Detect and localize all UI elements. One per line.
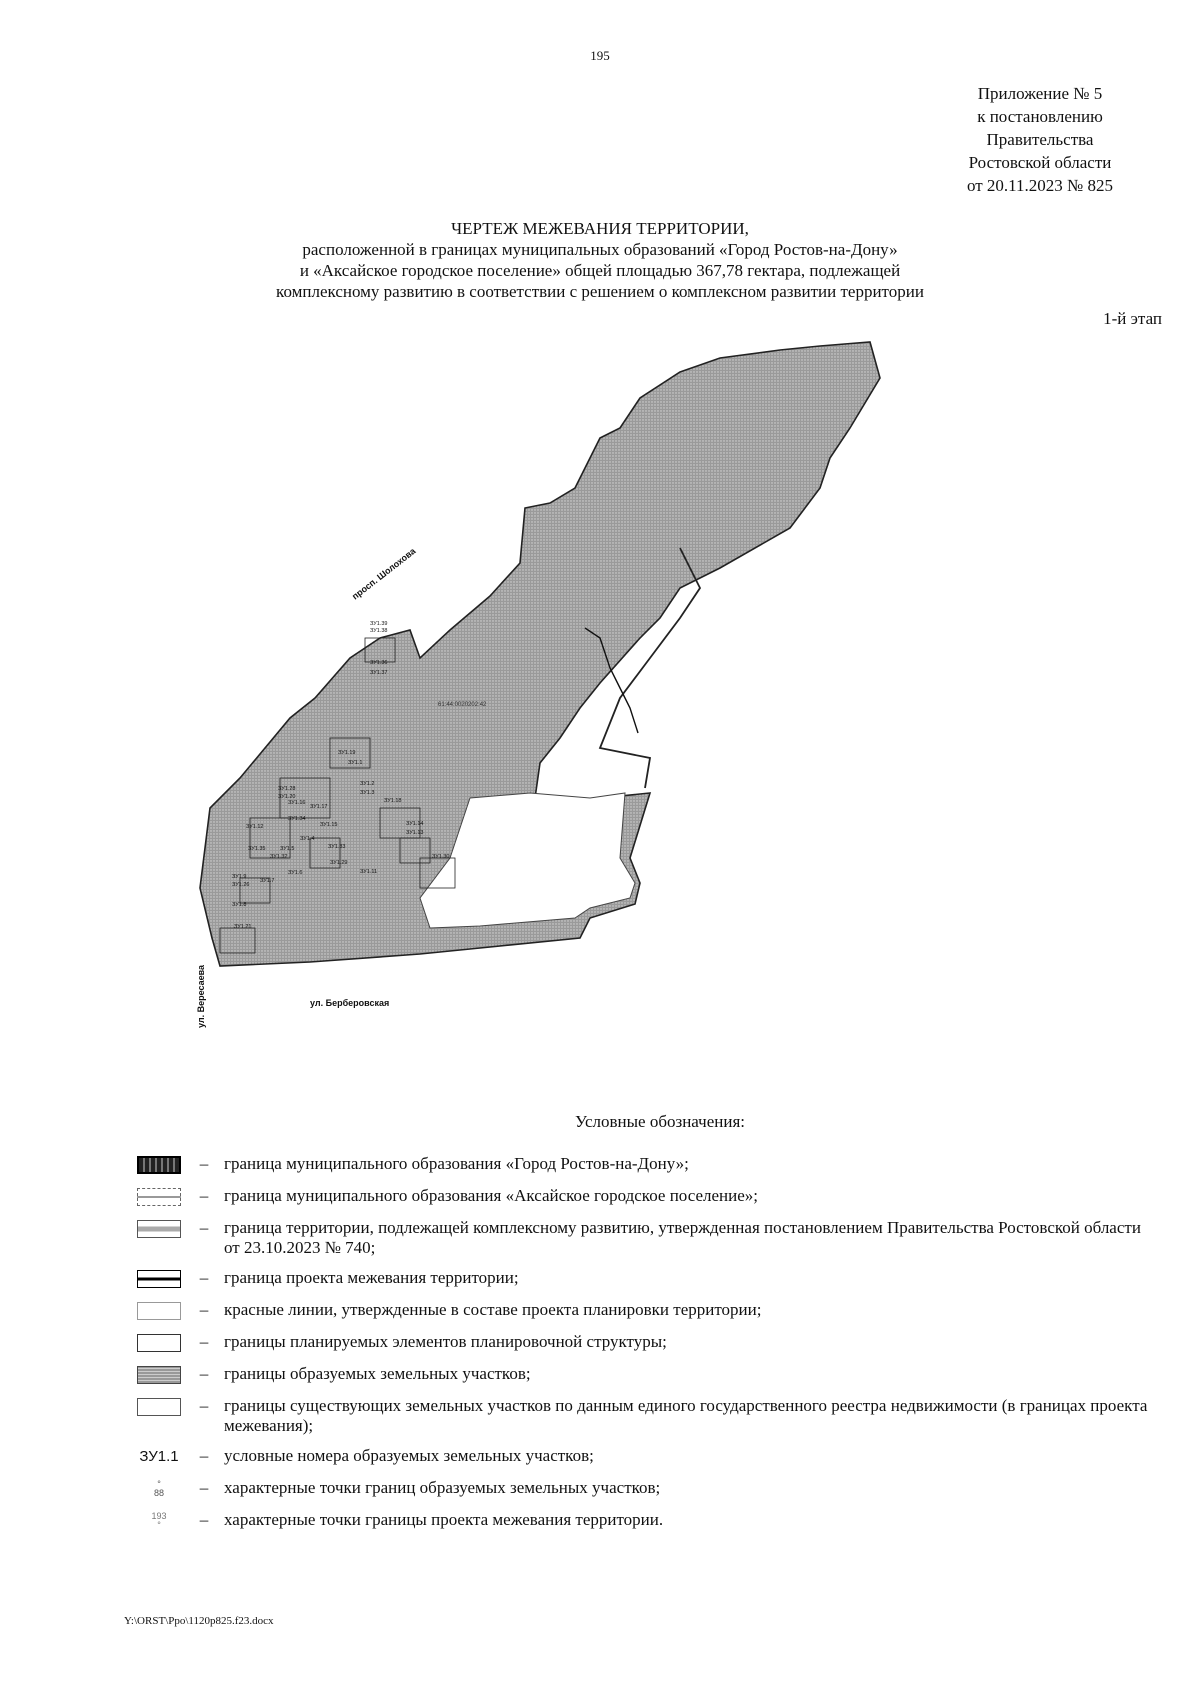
- file-path-footer: Y:\ORST\Ppo\1120p825.f23.docx: [124, 1615, 274, 1627]
- legend-dash: –: [199, 1268, 209, 1287]
- legend-item: [134, 1154, 1154, 1176]
- plot-label: ЗУ1.28: [278, 786, 296, 792]
- title-line: и «Аксайское городское поселение» общей площадью 367,78 гектара, подлежащей: [299, 261, 901, 280]
- legend-text: граница муниципального образования «Город Ростов-на-Дону»;: [224, 1154, 689, 1173]
- plot-label: ЗУ1.19: [338, 750, 356, 756]
- plot-label: ЗУ1.4: [300, 836, 315, 842]
- plot-label: ЗУ1.38: [370, 628, 388, 634]
- legend-symbol-complex-boundary: [134, 1218, 184, 1240]
- appendix-line: от 20.11.2023 № 825: [966, 176, 1114, 195]
- legend-text: граница территории, подлежащей комплексному развитию, утвержденная постановлением Правительства Ростовской области от 23.10.2023 № 740;: [224, 1218, 1141, 1257]
- plot-label: ЗУ1.32: [270, 854, 288, 860]
- plot-label: ЗУ1.29: [330, 860, 348, 866]
- plot-label: ЗУ1.9: [232, 874, 247, 880]
- legend-text: условные номера образуемых земельных участков;: [224, 1446, 594, 1465]
- title-line: расположенной в границах муниципальных образований «Город Ростов-на-Дону»: [302, 240, 898, 259]
- plot-label: ЗУ1.20: [278, 794, 296, 800]
- plot-label: ЗУ1.18: [384, 798, 402, 804]
- plot-label: ЗУ1.33: [328, 844, 346, 850]
- plot-label: ЗУ1.3: [360, 790, 375, 796]
- document-title: [0, 218, 1200, 302]
- plot-label: ЗУ1.7: [260, 878, 275, 884]
- appendix-line: к постановлению: [977, 107, 1103, 126]
- legend-dash: –: [199, 1186, 209, 1205]
- title-line: ЧЕРТЕЖ МЕЖЕВАНИЯ ТЕРРИТОРИИ,: [451, 219, 749, 238]
- legend-text: граница муниципального образования «Аксайское городское поселение»;: [224, 1186, 759, 1205]
- plot-label: ЗУ1.11: [360, 869, 378, 875]
- legend-symbol-project-points: [134, 1510, 184, 1532]
- legend-symbol-formed-plots: [134, 1364, 184, 1386]
- legend-text: характерные точки границы проекта межевания территории.: [224, 1510, 664, 1529]
- legend-text: граница проекта межевания территории;: [224, 1268, 519, 1287]
- plot-label: ЗУ1.5: [280, 846, 295, 852]
- plot-label: ЗУ1.14: [406, 821, 424, 827]
- title-line: комплексному развитию в соответствии с решением о комплексном развитии территории: [276, 282, 924, 301]
- plot-label: ЗУ1.26: [232, 882, 250, 888]
- legend-text: красные линии, утвержденные в составе проекта планировки территории;: [224, 1300, 762, 1319]
- legend-item: [134, 1218, 1154, 1258]
- legend-dash: –: [199, 1478, 209, 1497]
- legend-dash: –: [199, 1510, 209, 1529]
- plot-label: ЗУ1.37: [370, 670, 388, 676]
- legend-symbol-rostov-boundary: [134, 1154, 184, 1176]
- legend-dash: –: [199, 1332, 209, 1351]
- plot-label: ЗУ1.16: [288, 800, 306, 806]
- legend-symbol-existing-plots: [134, 1396, 184, 1418]
- point-marker-icon: °: [157, 1520, 161, 1530]
- page-number: 195: [590, 48, 610, 63]
- legend-item: [134, 1396, 1154, 1436]
- street-label-veresaeva: ул. Вересаева: [196, 964, 206, 1028]
- legend-symbol-planning-elements: [134, 1332, 184, 1354]
- plot-label: ЗУ1.15: [320, 822, 338, 828]
- plot-label: ЗУ1.36: [370, 660, 388, 666]
- legend-dash: –: [199, 1364, 209, 1383]
- legend-symbol-red-lines: [134, 1300, 184, 1322]
- legend-item: [134, 1186, 1154, 1208]
- plot-label: ЗУ1.8: [232, 902, 247, 908]
- survey-map: [180, 338, 1080, 1098]
- legend-symbol-plot-points: [134, 1478, 184, 1500]
- point-marker-icon: °: [157, 1479, 161, 1489]
- legend-text: границы образуемых земельных участков;: [224, 1364, 531, 1383]
- point-number: 193: [151, 1511, 167, 1521]
- legend-text: характерные точки границ образуемых земельных участков;: [224, 1478, 661, 1497]
- street-label-berberovskaya: ул. Берберовская: [310, 998, 390, 1008]
- appendix-line: Правительства: [986, 130, 1094, 149]
- legend-dash: –: [199, 1154, 209, 1173]
- legend-dash: –: [199, 1446, 209, 1465]
- plot-label: ЗУ1.34: [288, 816, 306, 822]
- plot-label: ЗУ1.21: [234, 924, 252, 930]
- street-label-sholokhova: просп. Шолохова: [350, 545, 418, 602]
- legend-symbol-aksay-boundary: [134, 1186, 184, 1208]
- plot-label: ЗУ1.30: [432, 854, 450, 860]
- legend-item: [134, 1300, 1154, 1322]
- legend-item: [134, 1332, 1154, 1354]
- legend-item: [134, 1478, 1154, 1500]
- plot-label: ЗУ1.39: [370, 621, 388, 627]
- plot-label: ЗУ1.17: [310, 804, 328, 810]
- plot-label: ЗУ1.1: [348, 760, 363, 766]
- main-parcel-label: 61:44:0020202:42: [438, 702, 487, 708]
- appendix-block: [900, 82, 1180, 197]
- legend-dash: –: [199, 1300, 209, 1319]
- legend: [134, 1154, 1154, 1542]
- appendix-line: Приложение № 5: [977, 84, 1103, 103]
- legend-dash: –: [199, 1218, 209, 1237]
- legend-symbol-survey-boundary: [134, 1268, 184, 1290]
- legend-symbol-plot-number: ЗУ1.1: [139, 1448, 179, 1465]
- legend-text: границы существующих земельных участков по данным единого государственного реестра недвижимости (в границах проекта межевания);: [224, 1396, 1148, 1435]
- legend-item: [134, 1510, 1154, 1532]
- plot-label: ЗУ1.2: [360, 781, 375, 787]
- plot-label: ЗУ1.35: [248, 846, 266, 852]
- legend-dash: –: [199, 1396, 209, 1415]
- legend-item: [134, 1268, 1154, 1290]
- legend-text: границы планируемых элементов планировочной структуры;: [224, 1332, 667, 1351]
- stage-label: 1-й этап: [1103, 309, 1162, 328]
- point-number: 88: [153, 1488, 164, 1498]
- legend-item: [134, 1364, 1154, 1386]
- legend-title: Условные обозначения:: [574, 1112, 746, 1131]
- legend-item: [134, 1446, 1154, 1468]
- plot-label: ЗУ1.12: [246, 824, 264, 830]
- appendix-line: Ростовской области: [968, 153, 1112, 172]
- plot-label: ЗУ1.13: [406, 830, 424, 836]
- plot-label: ЗУ1.6: [288, 870, 303, 876]
